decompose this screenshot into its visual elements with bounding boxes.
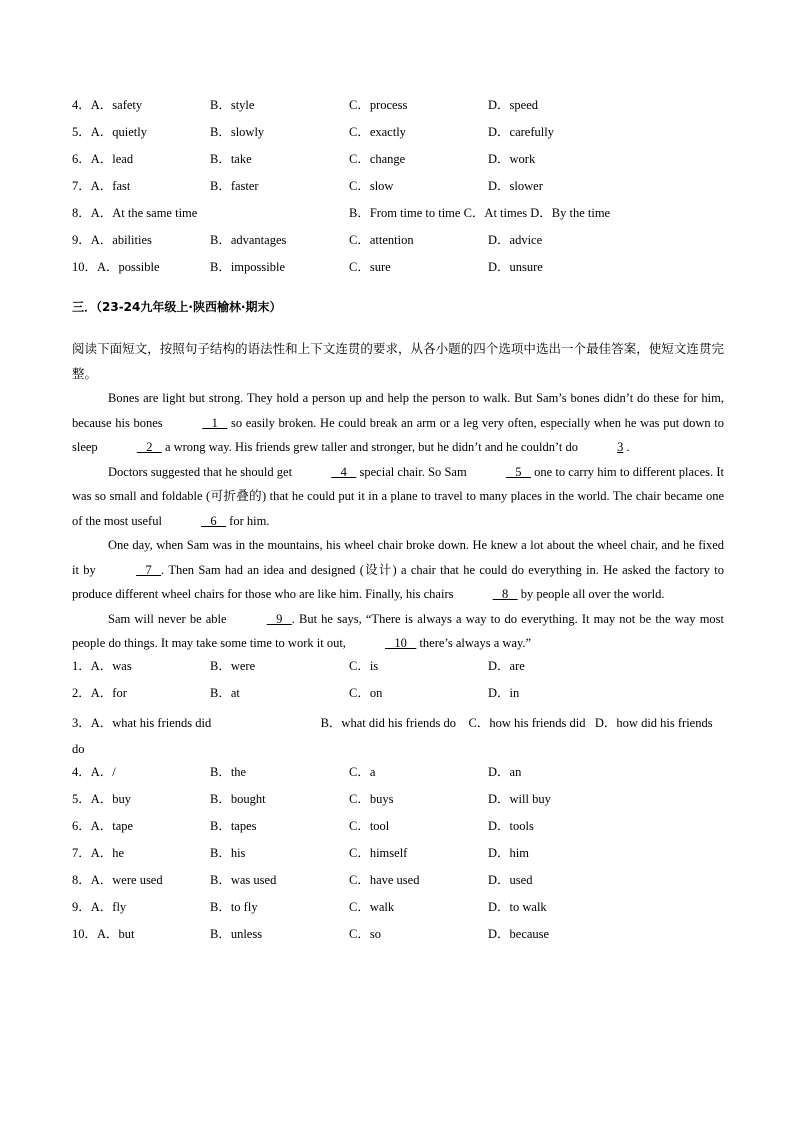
option-row-3: 3．A．what his friends did B．what did his friends do C．how his friends did D．how did his friends do: [72, 715, 716, 756]
blank-2: 2: [136, 440, 162, 454]
option-a: 8．A．were used: [72, 872, 163, 887]
option-row-6b: [72, 816, 724, 843]
option-row-9: [72, 230, 724, 257]
option-a: 5．A．buy: [72, 791, 132, 806]
option-c: C．is: [349, 658, 379, 673]
option-d: D．work: [488, 152, 536, 166]
option-a: 7．A．fast: [72, 179, 131, 193]
option-d: D．because: [488, 926, 550, 941]
option-c: C．so: [349, 926, 381, 941]
option-c: C．walk: [349, 899, 395, 914]
option-a: 4．A．/: [72, 764, 116, 779]
option-c: C．sure: [349, 260, 391, 274]
worksheet-page: [72, 95, 724, 951]
option-c: C．attention: [349, 233, 414, 247]
blank-10: 10: [385, 636, 417, 650]
option-c: C．on: [349, 685, 383, 700]
blank-6: 6: [201, 513, 227, 528]
option-row-10b: [72, 924, 724, 951]
option-d: D．in: [488, 685, 520, 700]
blank-7: 7: [136, 562, 162, 577]
option-b: B．style: [210, 98, 255, 112]
option-b: B．tapes: [210, 818, 257, 833]
option-a: 1．A．was: [72, 658, 132, 673]
option-a: 7．A．he: [72, 845, 125, 860]
blank-8: 8: [492, 587, 518, 601]
option-c: C．have used: [349, 872, 420, 887]
option-d: D．unsure: [488, 260, 543, 274]
option-b: B．impossible: [210, 260, 286, 274]
option-row-8b: [72, 870, 724, 897]
option-a: 2．A．for: [72, 685, 127, 700]
part2-options: [72, 656, 724, 951]
option-row-9b: [72, 897, 724, 924]
option-a: 6．A．lead: [72, 152, 134, 166]
passage-paragraph-1: Bones are light but strong. They hold a person up and help the person to walk. But Sam’s bones didn’t do these for him, because his bones 1 so easily broken. He could break an arm or a leg very often, especially when he was put down to sleep 2 a wrong way. His friends grew taller and stronger, but he didn’t and he couldn’t do 3 .: [72, 386, 724, 460]
section-instruction: 阅读下面短文，按照句子结构的语法性和上下文连贯的要求，从各小题的四个选项中选出一个最佳答案，使短文连贯完整。: [72, 341, 724, 381]
option-b: B．to fly: [210, 899, 258, 914]
option-d: D．speed: [488, 98, 538, 112]
option-row-1: [72, 656, 724, 683]
option-d: D．will buy: [488, 791, 551, 806]
option-c: C．change: [349, 152, 406, 166]
option-d: D．him: [488, 845, 529, 860]
option-d: D．carefully: [488, 125, 554, 139]
option-b: B．the: [210, 764, 247, 779]
option-c: C．exactly: [349, 125, 406, 139]
option-d: D．advice: [488, 233, 543, 247]
option-row-7b: [72, 843, 724, 870]
option-b: B．at: [210, 685, 240, 700]
option-a: 10．A．possible: [72, 260, 160, 274]
option-b: B．was used: [210, 872, 277, 887]
option-row-4b: [72, 762, 724, 789]
option-d: D．to walk: [488, 899, 547, 914]
option-b: B．were: [210, 658, 256, 673]
option-b: B．unless: [210, 926, 263, 941]
blank-4: 4: [331, 464, 357, 479]
passage-paragraph-3: One day, when Sam was in the mountains, his wheel chair broke down. He knew a lot about the wheel chair, and he fixed it by 7 . Then Sam had an idea and designed (设计) a chair that he could do everything in. He asked the factory to produce different wheel chairs for those who are like him. Finally, his chairs 8 by people all over the world.: [72, 533, 724, 607]
option-row-6: [72, 149, 724, 176]
blank-9: 9: [266, 611, 292, 626]
option-a: 6．A．tape: [72, 818, 134, 833]
option-b: B．take: [210, 152, 252, 166]
option-d: D．tools: [488, 818, 534, 833]
option-a: 9．A．abilities: [72, 233, 152, 247]
option-a: 5．A．quietly: [72, 125, 147, 139]
passage-paragraph-4: Sam will never be able 9 . But he says, “There is always a way to do everything. It may not be the way most people do things. It may take some time to work it out, 10 there’s always a way.”: [72, 607, 724, 656]
option-c: C．a: [349, 764, 376, 779]
option-b: B．advantages: [210, 233, 287, 247]
section-title: 三．（23-24九年级上·陕西榆林·期末）: [72, 300, 282, 314]
option-d: D．used: [488, 872, 533, 887]
option-d: D．are: [488, 658, 525, 673]
option-d: D．slower: [488, 179, 543, 193]
option-row-10: [72, 257, 724, 284]
reading-passage: [72, 386, 724, 656]
option-row-5: [72, 122, 724, 149]
option-row-7: [72, 176, 724, 203]
option-d: D．an: [488, 764, 522, 779]
option-c: C．himself: [349, 845, 408, 860]
passage-paragraph-2: Doctors suggested that he should get 4 special chair. So Sam 5 one to carry him to different places. It was so small and foldable (可折叠的) that he could put it in a plane to travel to many places in the world. The chair became one of the most useful 6 for him.: [72, 460, 724, 534]
option-a: 10．A．but: [72, 926, 135, 941]
blank-5: 5: [505, 464, 531, 479]
option-b: B．slowly: [210, 125, 265, 139]
option-a: 9．A．fly: [72, 899, 127, 914]
option-row-4: [72, 95, 724, 122]
option-a: 4．A．safety: [72, 98, 143, 112]
option-bcd: B．From time to time C．At times D．By the time: [349, 206, 611, 220]
option-c: C．process: [349, 98, 408, 112]
option-row-8: [72, 203, 724, 230]
option-row-2: [72, 683, 724, 710]
option-row-5b: [72, 789, 724, 816]
option-b: B．bought: [210, 791, 266, 806]
option-b: B．his: [210, 845, 246, 860]
option-a: 8．A．At the same time: [72, 206, 198, 220]
part1-options: [72, 95, 724, 284]
blank-3: 3: [617, 440, 624, 454]
option-c: C．slow: [349, 179, 394, 193]
option-c: C．buys: [349, 791, 394, 806]
option-c: C．tool: [349, 818, 390, 833]
blank-1: 1: [202, 415, 228, 430]
option-b: B．faster: [210, 179, 259, 193]
